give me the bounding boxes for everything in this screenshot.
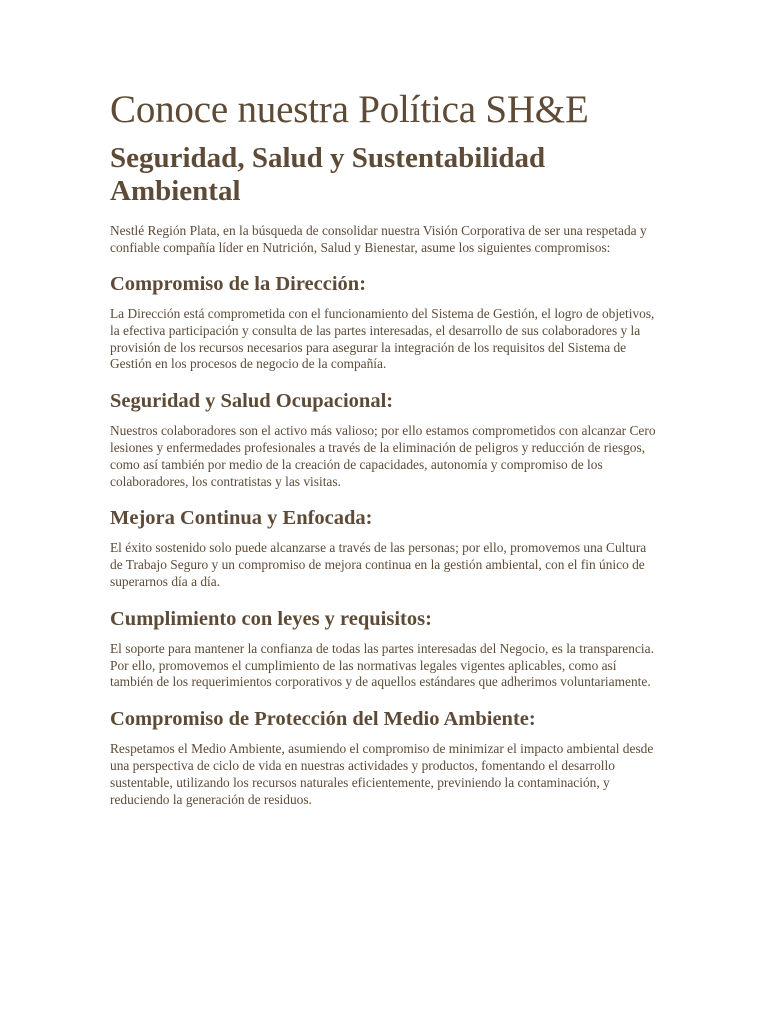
section-body: El soporte para mantener la confianza de todas las partes interesadas del Negocio, es la transparencia. Por ello, promovemos el cumplimiento de las normativas legales vigentes aplicables, como así también de los requerimientos corporativos y de aquellos estándares que adherimos voluntariamente.: [110, 640, 654, 690]
section-heading: Mejora Continua y Enfocada:: [110, 507, 373, 530]
document-page: [110, 86, 660, 824]
document-subtitle: Seguridad, Salud y Sustentabilidad Ambiental: [110, 142, 546, 207]
document-title: Conoce nuestra Política SH&E: [110, 88, 589, 131]
section-body: Nuestros colaboradores son el activo más valioso; por ello estamos comprometidos con alcanzar Cero lesiones y enfermedades profesionales a través de la eliminación de peligros y reducción de riesgos, como así también por medio de la creación de capacidades, autonomía y compromiso de los colaboradores, los contratistas y las visitas.: [110, 423, 656, 489]
section-body: Respetamos el Medio Ambiente, asumiendo el compromiso de minimizar el impacto ambiental desde una perspectiva de ciclo de vida en nuestras actividades y productos, fomentando el desarrollo sustentable, utilizando los recursos naturales eficientemente, previniendo la contaminación, y reduciendo la generación de residuos.: [110, 741, 654, 807]
section-body: La Dirección está comprometida con el funcionamiento del Sistema de Gestión, el logro de objetivos, la efectiva participación y consulta de las partes interesadas, el desarrollo de sus colaboradores y la provisión de los recursos necesarios para asegurar la integración de los requisitos del Sistema de Gestión en los procesos de negocio de la compañía.: [110, 306, 655, 372]
section-compromiso-direccion: [110, 272, 660, 373]
intro-paragraph: Nestlé Región Plata, en la búsqueda de consolidar nuestra Visión Corporativa de ser una respetada y confiable compañía líder en Nutrición, Salud y Bienestar, asume los siguientes compromisos:: [110, 223, 647, 255]
section-seguridad-salud: [110, 389, 660, 490]
section-heading: Compromiso de Protección del Medio Ambiente:: [110, 708, 536, 731]
section-medio-ambiente: [110, 707, 660, 808]
section-heading: Seguridad y Salud Ocupacional:: [110, 390, 394, 413]
section-mejora-continua: [110, 506, 660, 590]
section-heading: Cumplimiento con leyes y requisitos:: [110, 607, 432, 630]
section-cumplimiento: [110, 607, 660, 691]
section-body: El éxito sostenido solo puede alcanzarse a través de las personas; por ello, promovemos una Cultura de Trabajo Seguro y un compromiso de mejora continua en la gestión ambiental, con el fin único de superarnos día a día.: [110, 540, 647, 589]
section-heading: Compromiso de la Dirección:: [110, 273, 367, 295]
